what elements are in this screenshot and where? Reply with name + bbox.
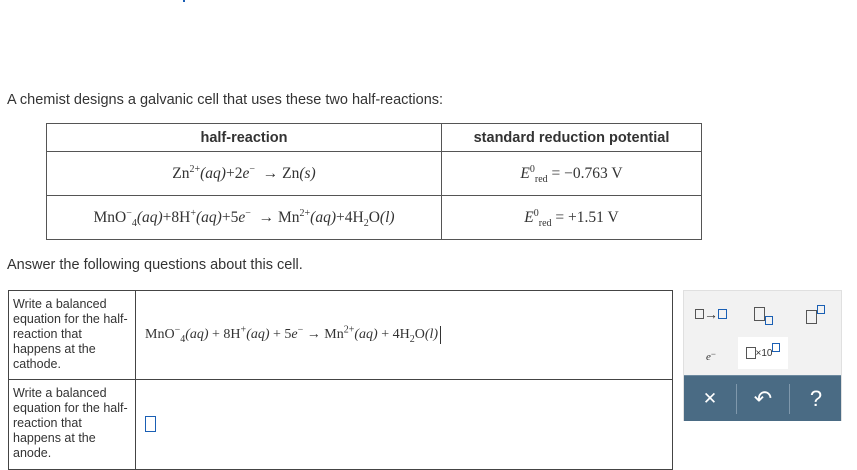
- undo-button[interactable]: [737, 376, 789, 421]
- text-cursor: [440, 326, 441, 344]
- clear-button[interactable]: [684, 376, 736, 421]
- cathode-answer-field[interactable]: $MnO^-_4(aq) + 8H^+(aq) + 5e^- \to Mn^{2+}(aq) + 4H_2O(l)$: [136, 291, 673, 380]
- anode-answer-field[interactable]: [136, 380, 673, 470]
- base-box-icon: [806, 310, 817, 324]
- reaction-arrow-button[interactable]: [687, 297, 735, 331]
- base-box-icon: [754, 307, 765, 321]
- row2-reaction: $MnO^-_4(aq)+8H^+(aq)+5e^- \to Mn^{2+}(aq)+4H_2O(l)$: [47, 196, 442, 240]
- cathode-question-label: Write a balanced equation for the half-reaction that happens at the cathode.: [9, 291, 136, 380]
- instructions-text: Answer the following questions about this cell.: [7, 257, 303, 273]
- placeholder-box-icon: [718, 309, 727, 319]
- subscript-button[interactable]: [740, 297, 786, 331]
- arrow-icon: →: [704, 306, 718, 322]
- row2-potential: $E^0_{red} = +1.51$ V: [442, 196, 702, 240]
- x-icon: ✕: [702, 388, 718, 408]
- intro-text: A chemist designs a galvanic cell that uses these two half-reactions:: [7, 92, 444, 108]
- decorative-dot: [183, 0, 185, 2]
- empty-input-box[interactable]: [145, 416, 156, 432]
- electron-button[interactable]: e −: [706, 349, 716, 363]
- row1-potential: $E^0_{red} = -0.763$ V: [442, 152, 702, 196]
- superscript-button[interactable]: [792, 297, 838, 331]
- header-potential: standard reduction potential: [442, 124, 702, 152]
- electron-icon: e: [706, 351, 711, 363]
- placeholder-box-icon: [695, 309, 704, 319]
- exponent-box-icon: [772, 343, 780, 352]
- anode-question-label: Write a balanced equation for the half-reaction that happens at the anode.: [9, 380, 136, 470]
- row1-reaction: $Zn^{2+}(aq)+2e^- \to Zn(s)$: [47, 152, 442, 196]
- superscript-box-icon: [817, 305, 825, 314]
- half-reaction-table: [46, 123, 702, 240]
- scientific-notation-button[interactable]: [738, 337, 788, 369]
- subscript-box-icon: [765, 316, 773, 325]
- palette-action-bar: [684, 375, 841, 421]
- answer-table: [8, 290, 673, 470]
- header-half-reaction: half-reaction: [47, 124, 442, 152]
- equation-palette: [683, 290, 842, 421]
- undo-icon: ↶: [753, 385, 773, 411]
- help-icon: ?: [809, 385, 823, 411]
- mantissa-box-icon: [746, 347, 756, 359]
- help-button[interactable]: [790, 376, 842, 421]
- times-ten-label: ×10: [755, 347, 773, 359]
